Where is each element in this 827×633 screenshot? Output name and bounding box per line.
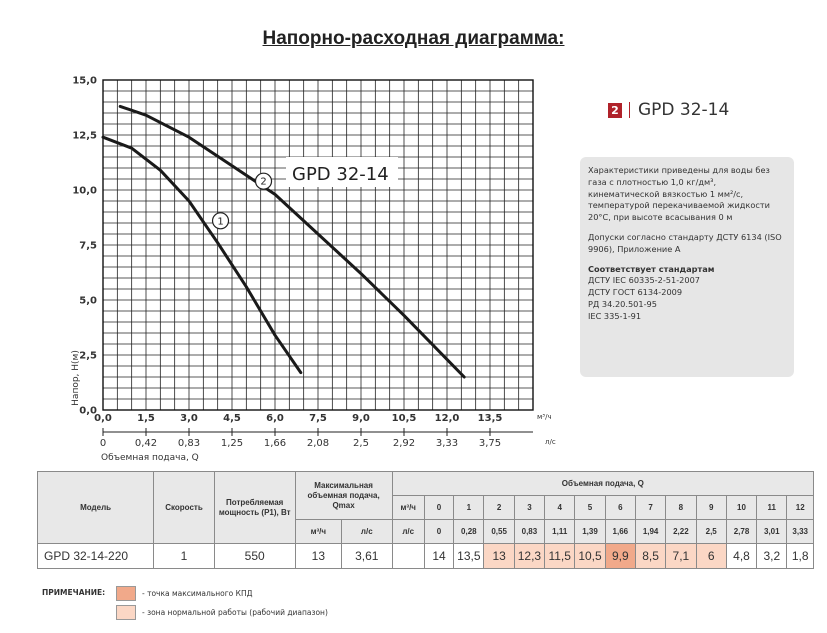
swatch-max-kpd <box>116 586 136 601</box>
model-badge <box>608 100 729 120</box>
spec-table <box>37 471 814 569</box>
legend-max-kpd-text: - точка максимального КПД <box>142 589 253 598</box>
x2-tick-label: 2,92 <box>392 438 416 449</box>
header-ls-9: 2,5 <box>696 520 726 544</box>
header-ls-3: 0,83 <box>514 520 544 544</box>
cell-head-8: 7,1 <box>666 544 696 569</box>
cell-head-5: 10,5 <box>575 544 605 569</box>
cell-head-12: 1,8 <box>787 544 814 569</box>
cell-qmax-ls: 3,61 <box>342 544 393 569</box>
header-m3-6: 6 <box>605 496 635 520</box>
y-tick-label: 0,0 <box>79 405 97 417</box>
legend-normal <box>116 605 328 620</box>
header-qmax-ls: л/с <box>342 520 393 544</box>
x2-tick-label: 3,33 <box>435 438 459 449</box>
legend-normal-text: - зона нормальной работы (рабочий диапазон) <box>142 608 328 617</box>
header-m3-2: 2 <box>484 496 514 520</box>
info-standard: ДСТУ IEC 60335-2-51-2007 <box>588 275 700 286</box>
cell-qmax-m3: 13 <box>295 544 341 569</box>
cell-head-1: 13,5 <box>454 544 484 569</box>
cell-head-4: 11,5 <box>545 544 575 569</box>
y-tick-label: 12,5 <box>72 130 97 142</box>
y-tick-label: 10,0 <box>72 185 97 197</box>
x-unit-label: м³/ч <box>537 413 552 421</box>
info-tolerance: Допуски согласно стандарту ДСТУ 6134 (ISO 9906), Приложение А <box>588 231 782 254</box>
header-m3-12: 12 <box>787 496 814 520</box>
header-ls-6: 1,66 <box>605 520 635 544</box>
header-m3-9: 9 <box>696 496 726 520</box>
x2-tick-label: 1,25 <box>220 438 244 449</box>
cell-head-9: 6 <box>696 544 726 569</box>
x2-tick-label: 0,42 <box>134 438 158 449</box>
cell-power: 550 <box>214 544 295 569</box>
x-tick-label: 12,0 <box>434 413 460 424</box>
x-axis-title: Объемная подача, Q <box>101 453 199 463</box>
plot-label: GPD 32-14 <box>292 164 389 185</box>
header-ls-11: 3,01 <box>757 520 787 544</box>
x-tick-label: 6,0 <box>266 413 284 424</box>
cell-head-10: 4,8 <box>726 544 756 569</box>
header-flow: Объемная подача, Q <box>392 472 813 496</box>
info-box <box>580 157 794 377</box>
y-tick-label: 2,5 <box>79 350 97 362</box>
series-line-1 <box>103 137 301 372</box>
badge-separator <box>629 102 630 118</box>
series-line-2 <box>120 106 464 377</box>
x2-tick-label: 0 <box>99 438 107 449</box>
header-qmax: Максимальная объемная подача, Qmax <box>295 472 392 520</box>
cell-empty <box>392 544 424 569</box>
x-tick-label: 13,5 <box>477 413 503 424</box>
header-ls-1: 0,28 <box>454 520 484 544</box>
header-model: Модель <box>38 472 154 544</box>
badge-number: 2 <box>608 103 622 118</box>
curve-marker-label: 2 <box>260 176 267 188</box>
info-standard: IEC 335-1-91 <box>588 310 642 321</box>
x2-tick-label: 3,75 <box>478 438 502 449</box>
y-tick-label: 5,0 <box>79 295 97 307</box>
badge-model: GPD 32-14 <box>638 100 730 120</box>
x-tick-label: 7,5 <box>309 413 327 424</box>
x-tick-label: 4,5 <box>223 413 241 424</box>
y-axis-title: Напор, H(м) <box>71 350 81 406</box>
y-tick-label: 7,5 <box>79 240 97 252</box>
header-speed: Скорость <box>154 472 215 544</box>
cell-head-3: 12,3 <box>514 544 544 569</box>
info-standard: ДСТУ ГОСТ 6134-2009 <box>588 287 683 298</box>
header-ls-2: 0,55 <box>484 520 514 544</box>
header-m3-11: 11 <box>757 496 787 520</box>
x2-tick-label: 2,5 <box>353 438 369 449</box>
header-ls-10: 2,78 <box>726 520 756 544</box>
x2-unit-label: л/с <box>545 438 556 446</box>
swatch-normal <box>116 605 136 620</box>
header-ls-0: 0 <box>424 520 453 544</box>
header-m3-10: 10 <box>726 496 756 520</box>
header-m3-8: 8 <box>666 496 696 520</box>
x-tick-label: 3,0 <box>180 413 198 424</box>
cell-head-6: 9,9 <box>605 544 635 569</box>
x-tick-label: 0,0 <box>94 413 112 424</box>
header-m3-4: 4 <box>545 496 575 520</box>
x2-tick-label: 0,83 <box>177 438 201 449</box>
x-tick-label: 10,5 <box>391 413 417 424</box>
cell-head-11: 3,2 <box>757 544 787 569</box>
x2-tick-label: 2,08 <box>306 438 330 449</box>
header-m3-unit: м³/ч <box>392 496 424 520</box>
cell-model: GPD 32-14-220 <box>38 544 154 569</box>
y-tick-label: 15,0 <box>72 75 97 87</box>
header-ls-5: 1,39 <box>575 520 605 544</box>
cell-head-2: 13 <box>484 544 514 569</box>
info-conditions: Характеристики приведены для воды без газа с плотностью 1,0 кг/дм³, кинематической вязкостью 1 мм²/с, температурой перекачиваемой жидкости 20°С, при высоте всасывания 0 м <box>588 165 770 223</box>
cell-head-0: 14 <box>424 544 453 569</box>
header-ls-unit: л/с <box>392 520 424 544</box>
table-row <box>38 544 814 569</box>
header-qmax-m3: м³/ч <box>295 520 341 544</box>
header-m3-0: 0 <box>424 496 453 520</box>
header-ls-7: 1,94 <box>635 520 665 544</box>
x-tick-label: 9,0 <box>352 413 370 424</box>
cell-head-7: 8,5 <box>635 544 665 569</box>
header-m3-5: 5 <box>575 496 605 520</box>
header-ls-8: 2,22 <box>666 520 696 544</box>
x2-tick-label: 1,66 <box>263 438 287 449</box>
header-ls-4: 1,11 <box>545 520 575 544</box>
x-tick-label: 1,5 <box>137 413 155 424</box>
header-m3-1: 1 <box>454 496 484 520</box>
header-ls-12: 3,33 <box>787 520 814 544</box>
info-standards-title: Соответствует стандартам <box>588 263 715 274</box>
grid <box>103 80 533 410</box>
curve-marker-label: 1 <box>217 216 224 228</box>
cell-speed: 1 <box>154 544 215 569</box>
info-standard: РД 34.20.501-95 <box>588 298 657 309</box>
header-m3-3: 3 <box>514 496 544 520</box>
note-label: ПРИМЕЧАНИЕ: <box>42 588 106 597</box>
page-title: Напорно-расходная диаграмма: <box>262 28 565 49</box>
header-m3-7: 7 <box>635 496 665 520</box>
legend-max-kpd <box>116 586 252 601</box>
header-power: Потребляемая мощность (P1), Вт <box>214 472 295 544</box>
